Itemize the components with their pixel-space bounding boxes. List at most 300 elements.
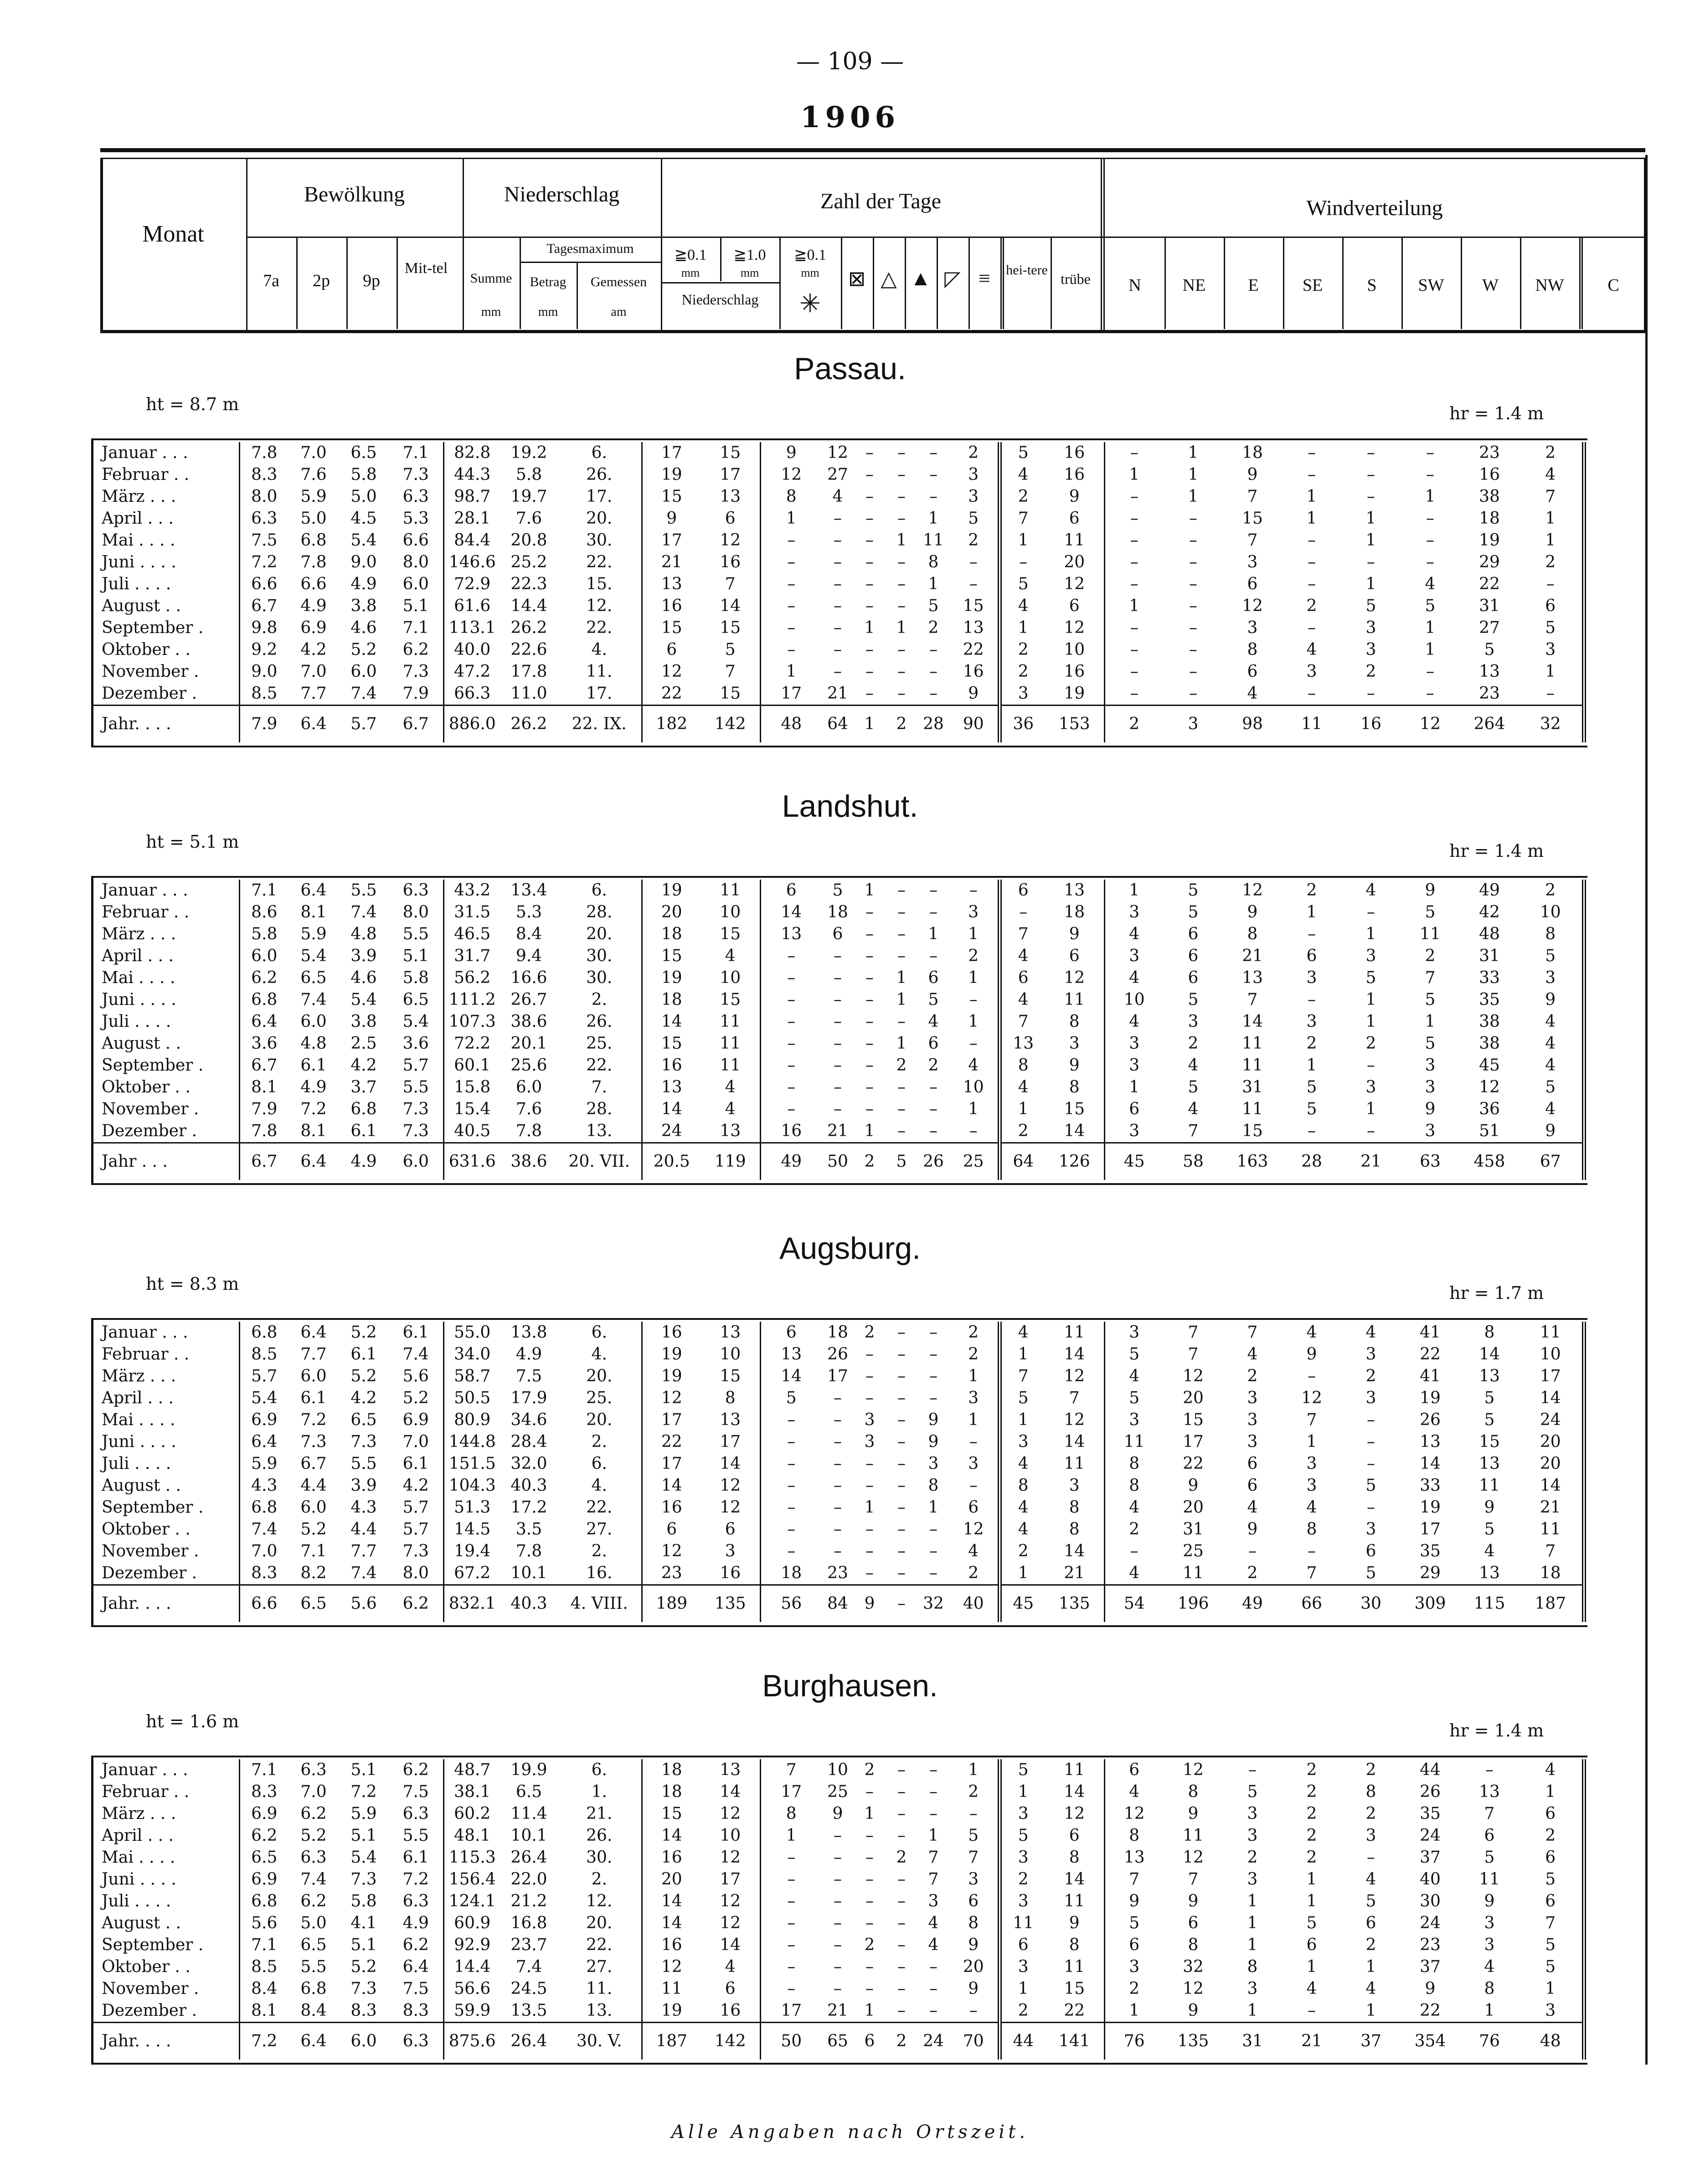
value-cell: 8: [1069, 1078, 1080, 1097]
value-cell: 1: [1545, 1782, 1556, 1801]
value-cell: 7.4: [402, 1345, 429, 1364]
value-cell: 22.0: [510, 1870, 547, 1889]
value-cell: 6.1: [350, 1122, 377, 1140]
value-cell: 2: [1188, 1034, 1199, 1053]
value-cell: 1: [1104, 464, 1164, 486]
value-cell: 19: [642, 967, 701, 989]
value-cell: 6: [725, 509, 736, 528]
value-cell: –: [897, 1100, 906, 1118]
month-cell: August . .: [102, 1034, 181, 1053]
value-cell: 9: [1247, 465, 1258, 484]
value-cell: 30: [1341, 1585, 1401, 1623]
value-cell: 3: [1069, 1476, 1080, 1495]
value-cell: 7.5: [515, 1367, 542, 1386]
value-cell: 6.3: [402, 881, 429, 900]
value-cell: 11: [642, 1978, 701, 2000]
value-cell: 14: [1242, 1012, 1263, 1031]
value-cell: 7.0: [239, 1540, 288, 1562]
value-cell: 31: [1479, 597, 1500, 615]
value-cell: –: [1367, 1432, 1375, 1451]
value-cell: 1: [1306, 509, 1317, 528]
value-cell: 4.3: [350, 1498, 377, 1517]
value-cell: –: [897, 662, 906, 681]
value-cell: 60.1: [443, 1055, 500, 1077]
value-cell: –: [865, 465, 874, 484]
month-cell: November .: [102, 662, 199, 681]
value-cell: 3: [968, 1389, 979, 1407]
value-cell: 141: [1045, 2023, 1104, 2060]
value-cell: 7.8: [515, 1542, 542, 1561]
value-cell: 5.9: [300, 487, 327, 506]
value-cell: 8: [1484, 1979, 1495, 1998]
value-cell: 2: [1104, 1519, 1164, 1540]
station-ht-label: ht = 8.7 m: [146, 394, 239, 414]
value-cell: 126: [1045, 1143, 1104, 1180]
month-cell: Mai . . . .: [102, 531, 175, 550]
value-cell: 28.: [586, 903, 613, 922]
value-cell: –: [760, 1890, 822, 1912]
value-cell: –: [834, 575, 842, 593]
value-cell: 3: [1247, 553, 1258, 572]
value-cell: –: [834, 1936, 842, 1954]
value-cell: 10.1: [510, 1564, 547, 1582]
niederschlag-days-label: Niederschlag: [681, 291, 759, 308]
value-cell: 6: [1069, 597, 1080, 615]
value-cell: 1: [896, 618, 907, 637]
value-cell: 187: [1519, 1585, 1584, 1623]
value-cell: 11: [1183, 1826, 1204, 1845]
value-cell: 1.: [591, 1782, 607, 1801]
value-cell: 12: [827, 443, 848, 462]
value-cell: 6: [999, 967, 1045, 989]
value-cell: 4.2: [402, 1476, 429, 1495]
value-cell: –: [897, 1454, 906, 1473]
value-cell: 4. VIII.: [557, 1585, 642, 1623]
value-cell: 2: [1247, 1564, 1258, 1582]
value-cell: –: [929, 947, 938, 965]
value-cell: 29: [1420, 1564, 1441, 1582]
value-cell: 144.8: [443, 1431, 500, 1453]
station-table-frame: [91, 438, 1587, 747]
value-cell: 9: [1545, 990, 1556, 1009]
value-cell: –: [897, 881, 906, 900]
value-cell: 3: [1425, 1122, 1436, 1140]
value-cell: 4: [1104, 967, 1164, 989]
value-cell: –: [1104, 486, 1164, 508]
value-cell: –: [897, 1520, 906, 1539]
value-cell: 8: [1069, 1848, 1080, 1867]
value-cell: 15: [720, 990, 741, 1009]
value-cell: –: [834, 1012, 842, 1031]
value-cell: –: [760, 1912, 822, 1934]
value-cell: 6: [832, 925, 843, 943]
value-cell: 48: [1519, 2023, 1584, 2060]
value-cell: –: [897, 684, 906, 703]
value-cell: 135: [1045, 1585, 1104, 1623]
value-cell: 6.2: [402, 1761, 429, 1779]
value-cell: 1: [760, 1825, 822, 1847]
value-cell: –: [1367, 443, 1375, 462]
value-cell: –: [897, 575, 906, 593]
value-cell: 8.4: [239, 1978, 288, 2000]
value-cell: 14.4: [510, 597, 547, 615]
value-cell: 5.1: [402, 597, 429, 615]
value-cell: 6.2: [402, 1936, 429, 1954]
value-cell: 1: [864, 1122, 875, 1140]
value-cell: 4: [999, 1077, 1045, 1098]
value-cell: 15.8: [443, 1077, 500, 1098]
value-cell: 6: [1247, 1476, 1258, 1495]
value-cell: 1: [1104, 1077, 1164, 1098]
value-cell: 153: [1045, 706, 1104, 743]
value-cell: 5.1: [350, 1761, 377, 1779]
value-cell: 11: [1420, 925, 1441, 943]
station-title: Burghausen.: [762, 1669, 938, 1703]
value-cell: –: [834, 1411, 842, 1429]
value-cell: 1: [1545, 1979, 1556, 1998]
value-cell: 1: [999, 530, 1045, 551]
value-cell: 5.8: [515, 465, 542, 484]
value-cell: 11: [1479, 1870, 1500, 1889]
value-cell: 21: [642, 551, 701, 573]
value-cell: 13: [760, 1344, 822, 1365]
value-cell: –: [929, 1979, 938, 1998]
month-cell: September .: [102, 618, 204, 637]
value-cell: 6: [1247, 575, 1258, 593]
value-cell: 7.0: [402, 1432, 429, 1451]
value-cell: 3: [1365, 1345, 1376, 1364]
value-cell: –: [929, 443, 938, 462]
value-cell: 24.5: [510, 1979, 547, 1998]
value-cell: 22.: [586, 1498, 613, 1517]
value-cell: –: [865, 575, 874, 593]
value-cell: 3.8: [350, 597, 377, 615]
value-cell: –: [897, 1367, 906, 1386]
value-cell: 98: [1223, 706, 1282, 743]
value-cell: –: [834, 1432, 842, 1451]
value-cell: 6.7: [389, 706, 443, 743]
value-cell: 8: [1247, 925, 1258, 943]
value-cell: 9: [854, 1585, 886, 1623]
value-cell: 84: [822, 1585, 854, 1623]
value-cell: 4.5: [350, 509, 377, 528]
value-cell: 8: [1545, 925, 1556, 943]
snow-icon: ✳: [799, 290, 821, 318]
value-cell: 16: [1064, 443, 1085, 462]
value-cell: 27: [1479, 618, 1500, 637]
value-cell: 2: [999, 1869, 1045, 1890]
value-cell: 4: [1484, 1542, 1495, 1561]
value-cell: –: [1367, 1454, 1375, 1473]
value-cell: 7.7: [300, 1345, 327, 1364]
value-cell: 3: [1104, 1409, 1164, 1431]
value-cell: 59.9: [443, 2000, 500, 2023]
value-cell: 11: [720, 1034, 741, 1053]
value-cell: 15: [642, 945, 701, 967]
value-cell: –: [1308, 684, 1316, 703]
value-cell: 14: [642, 1825, 701, 1847]
value-cell: 5: [1484, 640, 1495, 659]
value-cell: 14: [720, 1782, 741, 1801]
windverteilung-header: Windverteilung: [1306, 196, 1443, 220]
value-cell: 20. VII.: [557, 1143, 642, 1180]
station-hr-label: hr = 1.4 m: [1449, 403, 1544, 423]
value-cell: 1: [1365, 925, 1376, 943]
value-cell: 18: [760, 1562, 822, 1585]
value-cell: 3: [864, 1432, 875, 1451]
value-cell: 38: [1479, 1012, 1500, 1031]
value-cell: –: [865, 1520, 874, 1539]
value-cell: 8.0: [402, 553, 429, 572]
value-cell: 3: [1247, 1870, 1258, 1889]
value-cell: 12.: [586, 1892, 613, 1911]
value-cell: –: [897, 597, 906, 615]
value-cell: 8: [1306, 1520, 1317, 1539]
value-cell: 7.4: [350, 903, 377, 922]
value-cell: 38: [1479, 487, 1500, 506]
value-cell: 7: [1545, 1542, 1556, 1561]
value-cell: 6: [1069, 947, 1080, 965]
value-cell: 11: [1540, 1520, 1561, 1539]
value-cell: 2: [1306, 1848, 1317, 1867]
month-cell: Oktober . .: [102, 1078, 191, 1097]
value-cell: 28.1: [443, 508, 500, 530]
month-cell: Juli . . . .: [102, 1892, 171, 1911]
value-cell: 7.5: [239, 530, 288, 551]
value-cell: 1: [864, 618, 875, 637]
value-cell: 2: [968, 1564, 979, 1582]
value-cell: 8: [999, 1055, 1045, 1077]
value-cell: 16: [642, 1055, 701, 1077]
value-cell: 2: [1365, 1034, 1376, 1053]
hail-icon: ▲: [910, 267, 931, 290]
header-subrule: [246, 237, 1644, 238]
value-cell: 26.4: [500, 2023, 557, 2060]
value-cell: 12: [1104, 1803, 1164, 1825]
value-cell: –: [999, 551, 1045, 573]
value-cell: 1: [1104, 2000, 1164, 2023]
value-cell: 309: [1401, 1585, 1460, 1623]
value-cell: 4: [1104, 1497, 1164, 1519]
value-cell: 12: [720, 1476, 741, 1495]
value-cell: 5: [1425, 597, 1436, 615]
value-cell: 6.: [591, 881, 607, 900]
value-cell: 5: [999, 1825, 1045, 1847]
value-cell: 8: [928, 553, 939, 572]
value-cell: 2: [1306, 597, 1317, 615]
value-cell: –: [834, 1520, 842, 1539]
value-cell: 13: [720, 1761, 741, 1779]
value-cell: 1: [1425, 487, 1436, 506]
value-cell: 22. IX.: [557, 706, 642, 743]
month-cell: Januar . . .: [102, 1761, 188, 1779]
value-cell: 4.2: [300, 640, 327, 659]
value-cell: –: [1367, 1056, 1375, 1075]
value-cell: 24: [917, 2023, 949, 2060]
value-cell: 3: [1104, 901, 1164, 923]
value-cell: 16: [1064, 662, 1085, 681]
value-cell: 4: [1545, 1100, 1556, 1118]
header-divider: [397, 238, 398, 329]
value-cell: –: [760, 967, 822, 989]
value-cell: 16: [720, 1564, 741, 1582]
value-cell: 1: [1247, 1914, 1258, 1932]
value-cell: 33: [1479, 968, 1500, 987]
value-cell: 5: [999, 573, 1045, 595]
value-cell: 80.9: [443, 1409, 500, 1431]
value-cell: –: [886, 1585, 917, 1623]
value-cell: –: [834, 1056, 842, 1075]
month-cell: November .: [102, 1100, 199, 1118]
value-cell: 21: [827, 1122, 848, 1140]
value-cell: –: [1546, 575, 1555, 593]
value-cell: 3: [1104, 1956, 1164, 1978]
value-cell: 8.1: [239, 2000, 288, 2023]
value-cell: 37: [1420, 1957, 1441, 1976]
value-cell: 1: [1306, 1892, 1317, 1911]
gemessen-unit: am: [611, 305, 627, 319]
value-cell: –: [897, 1345, 906, 1364]
value-cell: –: [760, 1033, 822, 1055]
value-cell: 20: [642, 1869, 701, 1890]
value-cell: 7.0: [300, 443, 327, 462]
value-cell: 6.3: [300, 1761, 327, 1779]
ge10-header: ≧1.0: [733, 247, 766, 263]
value-cell: 7.3: [300, 1432, 327, 1451]
value-cell: 23: [1479, 443, 1500, 462]
value-cell: 14: [1064, 1782, 1085, 1801]
value-cell: 6: [725, 1979, 736, 1998]
value-cell: 5.7: [402, 1498, 429, 1517]
value-cell: 1: [864, 1498, 875, 1517]
month-cell: Januar . . .: [102, 881, 188, 900]
value-cell: 14: [1540, 1389, 1561, 1407]
value-cell: 4.6: [350, 618, 377, 637]
value-cell: 56.6: [443, 1978, 500, 2000]
value-cell: 6: [1545, 597, 1556, 615]
value-cell: 72.2: [443, 1033, 500, 1055]
value-cell: 32: [1519, 706, 1584, 743]
value-cell: 6.: [591, 443, 607, 462]
value-cell: 8: [1188, 1936, 1199, 1954]
value-cell: 3: [725, 1542, 736, 1561]
value-cell: –: [1426, 684, 1434, 703]
value-cell: 16: [720, 2001, 741, 2020]
value-cell: 5.9: [300, 925, 327, 943]
value-cell: 6: [999, 880, 1045, 901]
value-cell: 92.9: [443, 1934, 500, 1956]
value-cell: 44: [1420, 1761, 1441, 1779]
value-cell: 7.4: [350, 1564, 377, 1582]
value-cell: 5: [999, 1387, 1045, 1409]
value-cell: 5.1: [402, 947, 429, 965]
value-cell: 1: [1104, 595, 1164, 617]
value-cell: –: [834, 1100, 842, 1118]
value-cell: –: [865, 1826, 874, 1845]
value-cell: –: [865, 509, 874, 528]
value-cell: –: [834, 968, 842, 987]
value-cell: 45: [1104, 1143, 1164, 1180]
value-cell: 5.0: [300, 1914, 327, 1932]
value-cell: 14: [1064, 1542, 1085, 1561]
value-cell: 2.: [591, 1432, 607, 1451]
value-cell: 25: [949, 1143, 999, 1180]
value-cell: 6: [642, 639, 701, 661]
value-cell: 9: [1069, 487, 1080, 506]
month-cell: April . . .: [102, 1389, 174, 1407]
value-cell: 64: [999, 1143, 1045, 1180]
wind-e: E: [1248, 276, 1259, 295]
value-cell: 6: [1545, 1892, 1556, 1911]
value-cell: 7: [999, 1365, 1045, 1387]
value-cell: –: [897, 1892, 906, 1911]
value-cell: –: [1426, 553, 1434, 572]
value-cell: 18: [1540, 1564, 1561, 1582]
value-cell: –: [760, 1847, 822, 1869]
header-subrule: [661, 282, 779, 283]
value-cell: 48: [760, 706, 822, 743]
value-cell: 17.: [586, 684, 613, 703]
value-cell: 19: [1479, 531, 1500, 550]
value-cell: 6.3: [389, 2023, 443, 2060]
value-cell: 40: [1420, 1870, 1441, 1889]
value-cell: –: [760, 1431, 822, 1453]
value-cell: 6.8: [239, 1497, 288, 1519]
value-cell: 7.6: [300, 465, 327, 484]
value-cell: 2: [1545, 1826, 1556, 1845]
value-cell: 119: [701, 1143, 760, 1180]
value-cell: 9.0: [350, 553, 377, 572]
niederschlag-header: Niederschlag: [504, 182, 620, 206]
wind-nw: NW: [1535, 276, 1564, 295]
value-cell: –: [897, 487, 906, 506]
month-cell: September .: [102, 1056, 204, 1075]
value-cell: 13: [1104, 1847, 1164, 1869]
value-cell: 7.1: [402, 618, 429, 637]
value-cell: 12: [1183, 1761, 1204, 1779]
value-cell: 2: [864, 1936, 875, 1954]
value-cell: 7.8: [239, 442, 288, 464]
value-cell: 6.0: [389, 1143, 443, 1180]
value-cell: 9: [928, 1411, 939, 1429]
value-cell: 9: [1104, 1890, 1164, 1912]
value-cell: –: [834, 1870, 842, 1889]
value-cell: 7.5: [402, 1979, 429, 1998]
value-cell: 6: [1247, 1454, 1258, 1473]
value-cell: –: [1367, 1848, 1375, 1867]
value-cell: 12: [760, 464, 822, 486]
value-cell: 6.6: [300, 575, 327, 593]
value-cell: –: [865, 1367, 874, 1386]
value-cell: 7.6: [515, 509, 542, 528]
value-cell: 6.2: [389, 1585, 443, 1623]
value-cell: 5: [1545, 947, 1556, 965]
value-cell: 5.3: [402, 509, 429, 528]
value-cell: 4: [1545, 1012, 1556, 1031]
value-cell: 42: [1479, 903, 1500, 922]
value-cell: 6.4: [288, 1143, 339, 1180]
value-cell: 8: [1247, 1957, 1258, 1976]
value-cell: 6.8: [300, 531, 327, 550]
value-cell: 1: [1545, 662, 1556, 681]
value-cell: 8.3: [350, 2001, 377, 2020]
value-cell: 5: [968, 509, 979, 528]
value-cell: 182: [642, 706, 701, 743]
value-cell: 16: [642, 1322, 701, 1344]
value-cell: –: [1308, 618, 1316, 637]
month-cell: März . . .: [102, 487, 176, 506]
value-cell: 6.9: [239, 1803, 288, 1825]
